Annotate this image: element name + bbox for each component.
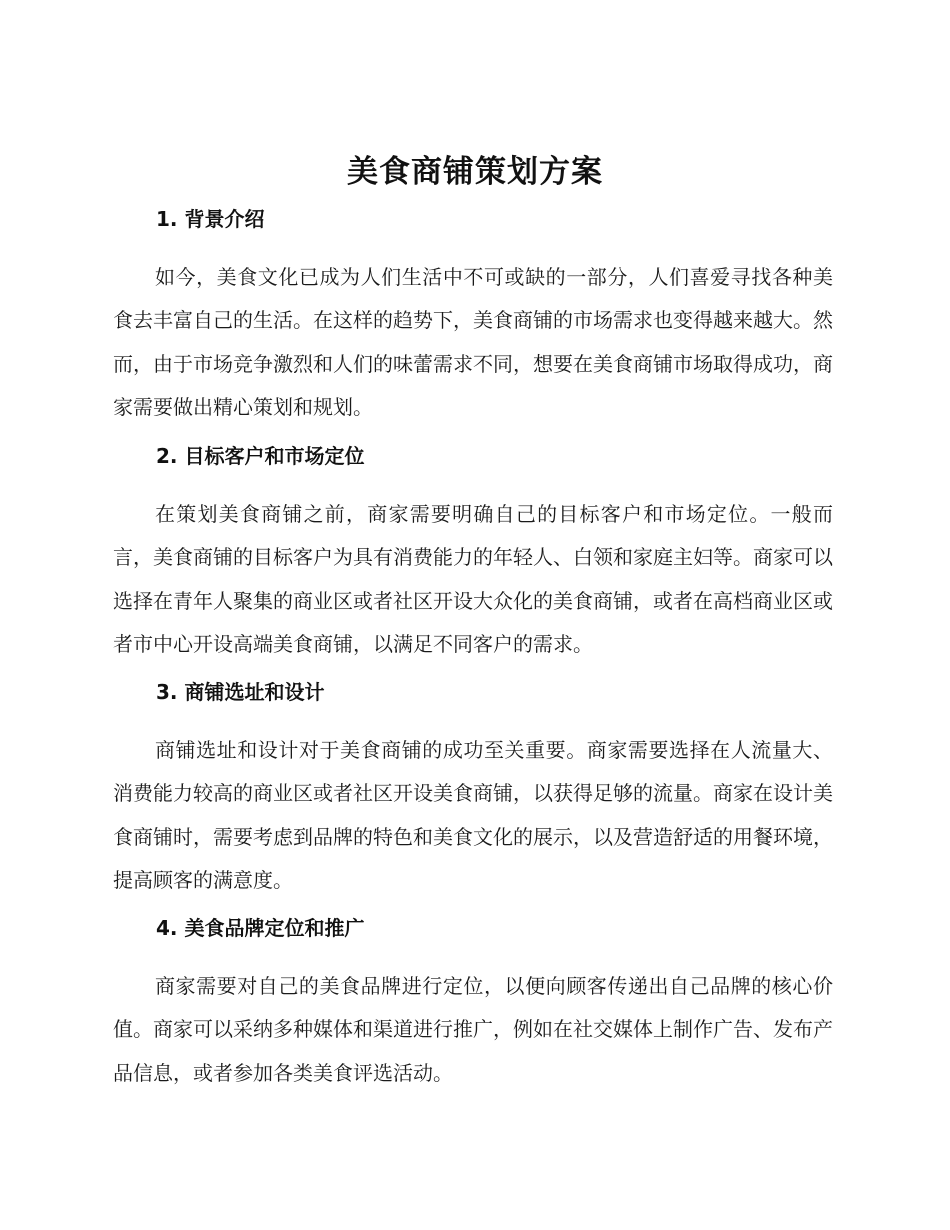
section-target-customers [113, 441, 833, 666]
section-brand-promotion [113, 913, 833, 1095]
section-paragraph: 商铺选址和设计对于美食商铺的成功至关重要。商家需要选择在人流量大、消费能力较高的商业区或者社区开设美食商铺，以获得足够的流量。商家在设计美食商铺时，需要考虑到品牌的特色和美食文化的展示，以及营造舒适的用餐环境，提高顾客的满意度。 [113, 738, 833, 892]
section-heading: 4. 美食品牌定位和推广 [156, 916, 365, 940]
section-paragraph: 在策划美食商铺之前，商家需要明确自己的目标客户和市场定位。一般而言，美食商铺的目标客户为具有消费能力的年轻人、白领和家庭主妇等。商家可以选择在青年人聚集的商业区或者社区开设大众化的美食商铺，或者在高档商业区或者市中心开设高端美食商铺，以满足不同客户的需求。 [113, 502, 833, 656]
section-background [113, 204, 833, 429]
section-location-design [113, 677, 833, 902]
section-heading: 2. 目标客户和市场定位 [156, 444, 365, 468]
section-heading: 1. 背景介绍 [156, 207, 265, 231]
section-paragraph: 如今，美食文化已成为人们生活中不可或缺的一部分，人们喜爱寻找各种美食去丰富自己的生活。在这样的趋势下，美食商铺的市场需求也变得越来越大。然而，由于市场竞争激烈和人们的味蕾需求不同，想要在美食商铺市场取得成功，商家需要做出精心策划和规划。 [113, 265, 833, 419]
section-heading: 3. 商铺选址和设计 [156, 680, 325, 704]
section-paragraph: 商家需要对自己的美食品牌进行定位，以便向顾客传递出自己品牌的核心价值。商家可以采纳多种媒体和渠道进行推广，例如在社交媒体上制作广告、发布产品信息，或者参加各类美食评选活动。 [113, 974, 833, 1085]
document-title: 美食商铺策划方案 [347, 154, 603, 190]
